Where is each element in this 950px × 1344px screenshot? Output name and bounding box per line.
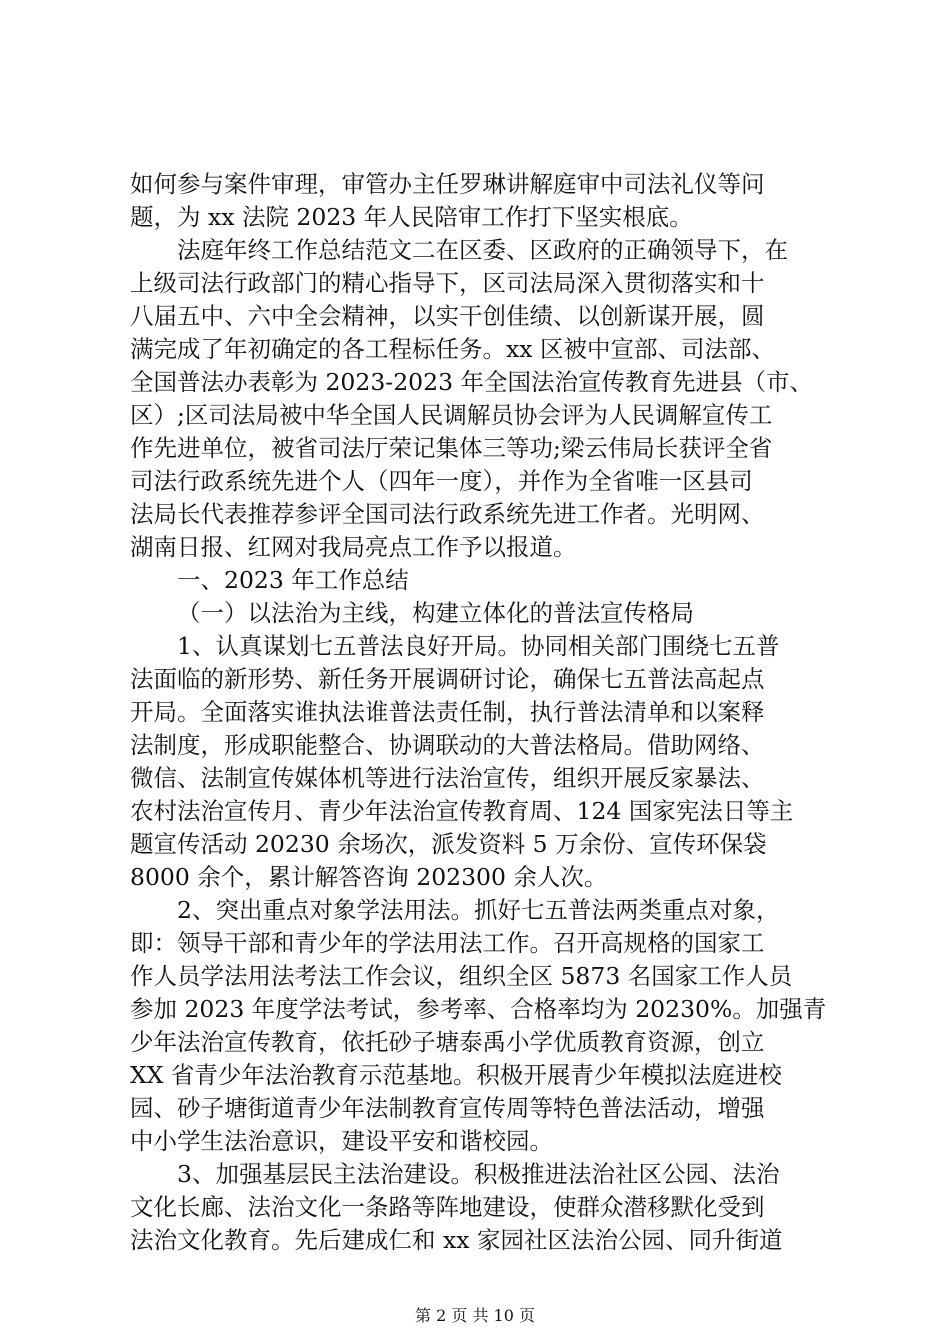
text-line: 全国普法办表彰为 2023-2023 年全国法治宣传教育先进县（市、 [130,368,813,396]
text-line: 湖南日报、红网对我局亮点工作予以报道。 [130,533,577,561]
text-line: 法局长代表推荐参评全国司法行政系统先进工作者。光明网、 [130,500,765,528]
text-line: 司法行政系统先进个人（四年一度），并作为全省唯一区县司 [130,467,753,495]
text-line: 微信、法制宣传媒体机等进行法治宣传，组织开展反家暴法、 [130,764,765,792]
text-line: 开局。全面落实谁执法谁普法责任制，执行普法清单和以案释 [130,698,765,726]
text-line: 区）;区司法局被中华全国人民调解员协会评为人民调解宣传工 [130,401,773,429]
section-heading: 一、2023 年工作总结 [177,566,409,594]
paragraph-start-line: 1、认真谋划七五普法良好开局。协同相关部门围绕七五普 [177,632,780,660]
text-line: 文化长廊、法治文化一条路等阵地建设，使群众潜移默化受到 [130,1193,765,1221]
document-body [130,168,835,1257]
paragraph-start-line: 3、加强基层民主法治建设。积极推进法治社区公园、法治 [177,1160,780,1188]
text-line: 法制度，形成职能整合、协调联动的大普法格局。借助网络、 [130,731,765,759]
text-line: 法面临的新形势、新任务开展调研讨论，确保七五普法高起点 [130,665,765,693]
subsection-heading: （一）以法治为主线，构建立体化的普法宣传格局 [177,599,694,627]
page-number-footer: 第 2 页 共 10 页 [415,1306,535,1325]
text-line: 八届五中、六中全会精神，以实干创佳绩、以创新谋开展，圆 [130,302,765,330]
text-line: 上级司法行政部门的精心指导下，区司法局深入贯彻落实和十 [130,269,765,297]
text-line: 作先进单位，被省司法厅荣记集体三等功;梁云伟局长获评全省 [130,434,773,462]
text-line: XX 省青少年法治教育示范基地。积极开展青少年模拟法庭进校 [130,1061,782,1089]
text-line: 中小学生法治意识，建设平安和谐校园。 [130,1127,553,1155]
paragraph-start-line: 法庭年终工作总结范文二在区委、区政府的正确领导下，在 [177,236,788,264]
text-line: 即：领导干部和青少年的学法用法工作。召开高规格的国家工 [130,929,765,957]
text-line: 法治文化教育。先后建成仁和 xx 家园社区法治公园、同升街道 [130,1226,783,1254]
text-line: 题宣传活动 20230 余场次，派发资料 5 万余份、宣传环保袋 [130,830,767,858]
text-line: 8000 余个，累计解答咨询 202300 余人次。 [130,863,608,891]
text-line: 农村法治宣传月、青少年法治宣传教育周、124 国家宪法日等主 [130,797,794,825]
text-line: 题，为 xx 法院 2023 年人民陪审工作打下坚实根底。 [130,203,693,231]
text-line: 园、砂子塘街道青少年法制教育宣传周等特色普法活动，增强 [130,1094,765,1122]
text-line: 如何参与案件审理，审管办主任罗琳讲解庭审中司法礼仪等问 [130,170,765,198]
text-line: 少年法治宣传教育，依托砂子塘泰禹小学优质教育资源，创立 [130,1028,765,1056]
text-line: 满完成了年初确定的各工程标任务。xx 区被中宣部、司法部、 [130,335,775,363]
text-line: 参加 2023 年度学法考试，参考率、合格率均为 20230%。加强青 [130,995,827,1023]
text-line: 作人员学法用法考法工作会议，组织全区 5873 名国家工作人员 [130,962,793,990]
paragraph-start-line: 2、突出重点对象学法用法。抓好七五普法两类重点对象， [177,896,780,924]
